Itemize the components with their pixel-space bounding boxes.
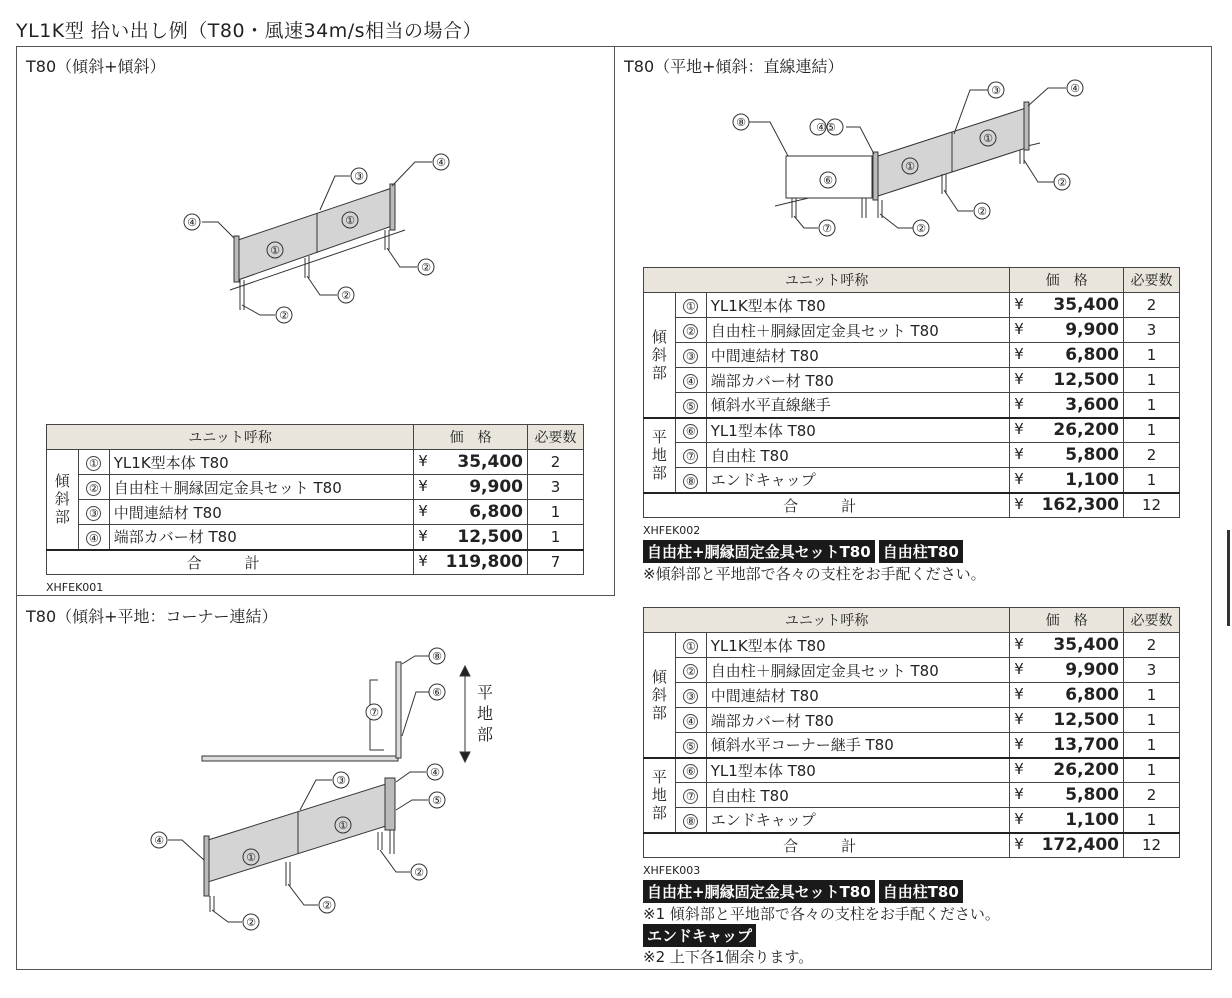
header-qty: 必要数 xyxy=(528,425,584,450)
section2-badges xyxy=(643,540,967,563)
item-price: ¥ 1,100 xyxy=(1010,468,1124,493)
item-price: ¥ 5,800 xyxy=(1010,783,1124,808)
callout-1a: ① xyxy=(270,244,280,257)
item-number: ② xyxy=(675,318,706,343)
callout-3: ③ xyxy=(336,774,346,787)
item-price: ¥ 6,800 xyxy=(414,500,528,525)
callout-4b: ④ xyxy=(436,156,446,169)
item-qty: 1 xyxy=(1124,468,1180,493)
table-row xyxy=(644,658,1180,683)
table-row xyxy=(644,418,1180,443)
callout-1a: ① xyxy=(246,851,256,864)
group-slope: 傾 斜 部 xyxy=(644,293,676,418)
table-row xyxy=(644,733,1180,758)
item-price: ¥ 6,800 xyxy=(1010,343,1124,368)
table-row xyxy=(47,450,584,475)
callout-2a: ② xyxy=(1057,176,1067,189)
badge-post-set: 自由柱+胴縁固定金具セットT80 xyxy=(643,540,875,563)
badge-post: 自由柱T80 xyxy=(879,540,963,563)
item-price: ¥ 12,500 xyxy=(1010,708,1124,733)
callout-1b: ① xyxy=(983,132,993,145)
table-row xyxy=(644,443,1180,468)
table-row xyxy=(47,500,584,525)
header-unit-name: ユニット呼称 xyxy=(47,425,414,450)
item-price: ¥ 9,900 xyxy=(1010,658,1124,683)
item-qty: 1 xyxy=(1124,758,1180,783)
divider-vertical xyxy=(614,46,615,595)
section3-drawing xyxy=(140,640,510,940)
item-price: ¥ 1,100 xyxy=(1010,808,1124,833)
callout-8: ⑧ xyxy=(432,650,442,663)
item-qty: 3 xyxy=(528,475,584,500)
item-name: YL1K型本体 T80 xyxy=(109,450,413,475)
callout-4-5: ④⑤ xyxy=(816,121,836,134)
divider-horizontal xyxy=(16,595,615,596)
item-price: ¥ 9,900 xyxy=(414,475,528,500)
total-row xyxy=(644,493,1180,518)
item-qty: 2 xyxy=(1124,633,1180,658)
badge-post-set: 自由柱+胴縁固定金具セットT80 xyxy=(643,880,875,903)
section2-note: ※傾斜部と平地部で各々の支柱をお手配ください。 xyxy=(643,565,986,583)
section3-title: T80（傾斜+平地：コーナー連結） xyxy=(26,607,278,626)
item-number: ② xyxy=(675,658,706,683)
callout-3: ③ xyxy=(354,170,364,183)
section2-title: T80（平地+傾斜：直線連結） xyxy=(624,57,844,76)
total-row xyxy=(47,550,584,575)
section1-title: T80（傾斜+傾斜） xyxy=(26,57,166,76)
item-price: ¥ 35,400 xyxy=(1010,293,1124,318)
item-qty: 2 xyxy=(1124,293,1180,318)
group-flat: 平 地 部 xyxy=(644,758,676,833)
edge-marker xyxy=(1227,530,1230,626)
item-number: ⑦ xyxy=(675,443,706,468)
item-number: ⑥ xyxy=(675,418,706,443)
badge-end-cap: エンドキャップ xyxy=(643,924,756,947)
header-price: 価 格 xyxy=(1010,608,1124,633)
section3-code: XHFEK003 xyxy=(643,864,701,877)
item-name: 中間連結材 T80 xyxy=(706,343,1009,368)
callout-7: ⑦ xyxy=(822,222,832,235)
total-label: 合 計 xyxy=(644,493,1010,518)
callout-6: ⑥ xyxy=(432,686,442,699)
item-name: 中間連結材 T80 xyxy=(706,683,1009,708)
item-price: ¥ 26,200 xyxy=(1010,758,1124,783)
item-price: ¥ 35,400 xyxy=(414,450,528,475)
item-name: 傾斜水平コーナー継手 T80 xyxy=(706,733,1009,758)
total-qty: 7 xyxy=(528,550,584,575)
callout-4: ④ xyxy=(187,216,197,229)
item-number: ⑤ xyxy=(675,733,706,758)
callout-2b: ② xyxy=(322,899,332,912)
item-name: 傾斜水平直線継手 xyxy=(706,393,1009,418)
item-number: ⑥ xyxy=(675,758,706,783)
item-price: ¥ 35,400 xyxy=(1010,633,1124,658)
table-row xyxy=(644,808,1180,833)
item-price: ¥ 13,700 xyxy=(1010,733,1124,758)
group-flat: 平 地 部 xyxy=(644,418,676,493)
total-row xyxy=(644,833,1180,858)
section1-code: XHFEK001 xyxy=(46,581,104,594)
item-name: 自由柱＋胴縁固定金具セット T80 xyxy=(109,475,413,500)
item-number: ② xyxy=(78,475,109,500)
section2-code: XHFEK002 xyxy=(643,524,701,537)
group-slope: 傾 斜 部 xyxy=(644,633,676,758)
item-number: ⑧ xyxy=(675,468,706,493)
item-qty: 3 xyxy=(1124,658,1180,683)
table-row xyxy=(644,343,1180,368)
item-number: ③ xyxy=(675,683,706,708)
callout-4a: ④ xyxy=(430,766,440,779)
item-name: エンドキャップ xyxy=(706,468,1009,493)
callout-3: ③ xyxy=(991,84,1001,97)
item-qty: 1 xyxy=(1124,708,1180,733)
total-price: ¥ 119,800 xyxy=(414,550,528,575)
section2-drawing xyxy=(730,78,1090,240)
header-qty: 必要数 xyxy=(1124,608,1180,633)
item-number: ① xyxy=(675,293,706,318)
callout-6: ⑥ xyxy=(823,174,833,187)
callout-2a: ② xyxy=(421,261,431,274)
item-qty: 1 xyxy=(528,500,584,525)
badge-post: 自由柱T80 xyxy=(879,880,963,903)
total-price: ¥ 162,300 xyxy=(1010,493,1124,518)
item-qty: 1 xyxy=(1124,393,1180,418)
table-row xyxy=(644,783,1180,808)
header-price: 価 格 xyxy=(414,425,528,450)
item-price: ¥ 6,800 xyxy=(1010,683,1124,708)
total-qty: 12 xyxy=(1124,833,1180,858)
table-row xyxy=(644,758,1180,783)
item-number: ① xyxy=(78,450,109,475)
section3-badge2 xyxy=(643,924,760,947)
table-row xyxy=(644,468,1180,493)
item-qty: 1 xyxy=(528,525,584,550)
total-qty: 12 xyxy=(1124,493,1180,518)
item-qty: 2 xyxy=(1124,443,1180,468)
section3-note2: ※2 上下各1個余ります。 xyxy=(643,948,814,966)
item-name: YL1型本体 T80 xyxy=(706,758,1009,783)
table-row xyxy=(47,525,584,550)
total-label: 合 計 xyxy=(47,550,414,575)
header-qty: 必要数 xyxy=(1124,268,1180,293)
callout-2b: ② xyxy=(977,205,987,218)
callout-4: ④ xyxy=(1070,82,1080,95)
item-number: ⑤ xyxy=(675,393,706,418)
item-number: ③ xyxy=(675,343,706,368)
table-row xyxy=(644,633,1180,658)
table-row xyxy=(644,683,1180,708)
callout-2c: ② xyxy=(916,222,926,235)
total-label: 合 計 xyxy=(644,833,1010,858)
table-row xyxy=(644,393,1180,418)
item-price: ¥ 9,900 xyxy=(1010,318,1124,343)
item-price: ¥ 12,500 xyxy=(1010,368,1124,393)
section3-badges xyxy=(643,880,967,903)
item-name: 自由柱 T80 xyxy=(706,783,1009,808)
table-row xyxy=(644,708,1180,733)
flat-area-label: 平 地 部 xyxy=(476,683,493,744)
item-name: YL1K型本体 T80 xyxy=(706,293,1009,318)
item-name: 自由柱＋胴縁固定金具セット T80 xyxy=(706,318,1009,343)
section1-table xyxy=(46,424,584,575)
callout-1a: ① xyxy=(905,160,915,173)
item-number: ④ xyxy=(78,525,109,550)
callout-1b: ① xyxy=(345,214,355,227)
item-name: 端部カバー材 T80 xyxy=(706,368,1009,393)
item-name: 端部カバー材 T80 xyxy=(109,525,413,550)
section1-drawing xyxy=(170,150,470,330)
callout-7: ⑦ xyxy=(369,706,379,719)
item-price: ¥ 5,800 xyxy=(1010,443,1124,468)
page-title: YL1K型 拾い出し例（T80・風速34m/s相当の場合） xyxy=(16,20,483,42)
header-price: 価 格 xyxy=(1010,268,1124,293)
item-name: YL1型本体 T80 xyxy=(706,418,1009,443)
table-row xyxy=(644,318,1180,343)
item-price: ¥ 3,600 xyxy=(1010,393,1124,418)
callout-2c: ② xyxy=(246,916,256,929)
item-qty: 1 xyxy=(1124,733,1180,758)
item-qty: 2 xyxy=(1124,783,1180,808)
table-row xyxy=(47,475,584,500)
item-qty: 1 xyxy=(1124,683,1180,708)
callout-1b: ① xyxy=(338,819,348,832)
item-price: ¥ 12,500 xyxy=(414,525,528,550)
item-qty: 2 xyxy=(528,450,584,475)
item-number: ⑧ xyxy=(675,808,706,833)
group-slope: 傾 斜 部 xyxy=(47,450,79,550)
item-name: 自由柱 T80 xyxy=(706,443,1009,468)
callout-5: ⑤ xyxy=(432,794,442,807)
section3-table xyxy=(643,607,1180,858)
item-name: 中間連結材 T80 xyxy=(109,500,413,525)
item-name: YL1K型本体 T80 xyxy=(706,633,1009,658)
item-name: エンドキャップ xyxy=(706,808,1009,833)
table-row xyxy=(644,293,1180,318)
header-unit-name: ユニット呼称 xyxy=(644,268,1010,293)
total-price: ¥ 172,400 xyxy=(1010,833,1124,858)
item-number: ④ xyxy=(675,708,706,733)
section3-note1: ※1 傾斜部と平地部で各々の支柱をお手配ください。 xyxy=(643,905,1000,923)
callout-2a: ② xyxy=(414,866,424,879)
callout-2b: ② xyxy=(341,289,351,302)
item-qty: 1 xyxy=(1124,343,1180,368)
table-row xyxy=(644,368,1180,393)
section2-table xyxy=(643,267,1180,518)
item-qty: 1 xyxy=(1124,418,1180,443)
callout-2c: ② xyxy=(279,309,289,322)
item-name: 端部カバー材 T80 xyxy=(706,708,1009,733)
item-price: ¥ 26,200 xyxy=(1010,418,1124,443)
item-number: ③ xyxy=(78,500,109,525)
item-qty: 1 xyxy=(1124,808,1180,833)
item-number: ④ xyxy=(675,368,706,393)
item-qty: 1 xyxy=(1124,368,1180,393)
header-unit-name: ユニット呼称 xyxy=(644,608,1010,633)
item-qty: 3 xyxy=(1124,318,1180,343)
callout-4b: ④ xyxy=(154,834,164,847)
callout-8: ⑧ xyxy=(736,116,746,129)
item-number: ⑦ xyxy=(675,783,706,808)
item-number: ① xyxy=(675,633,706,658)
item-name: 自由柱＋胴縁固定金具セット T80 xyxy=(706,658,1009,683)
